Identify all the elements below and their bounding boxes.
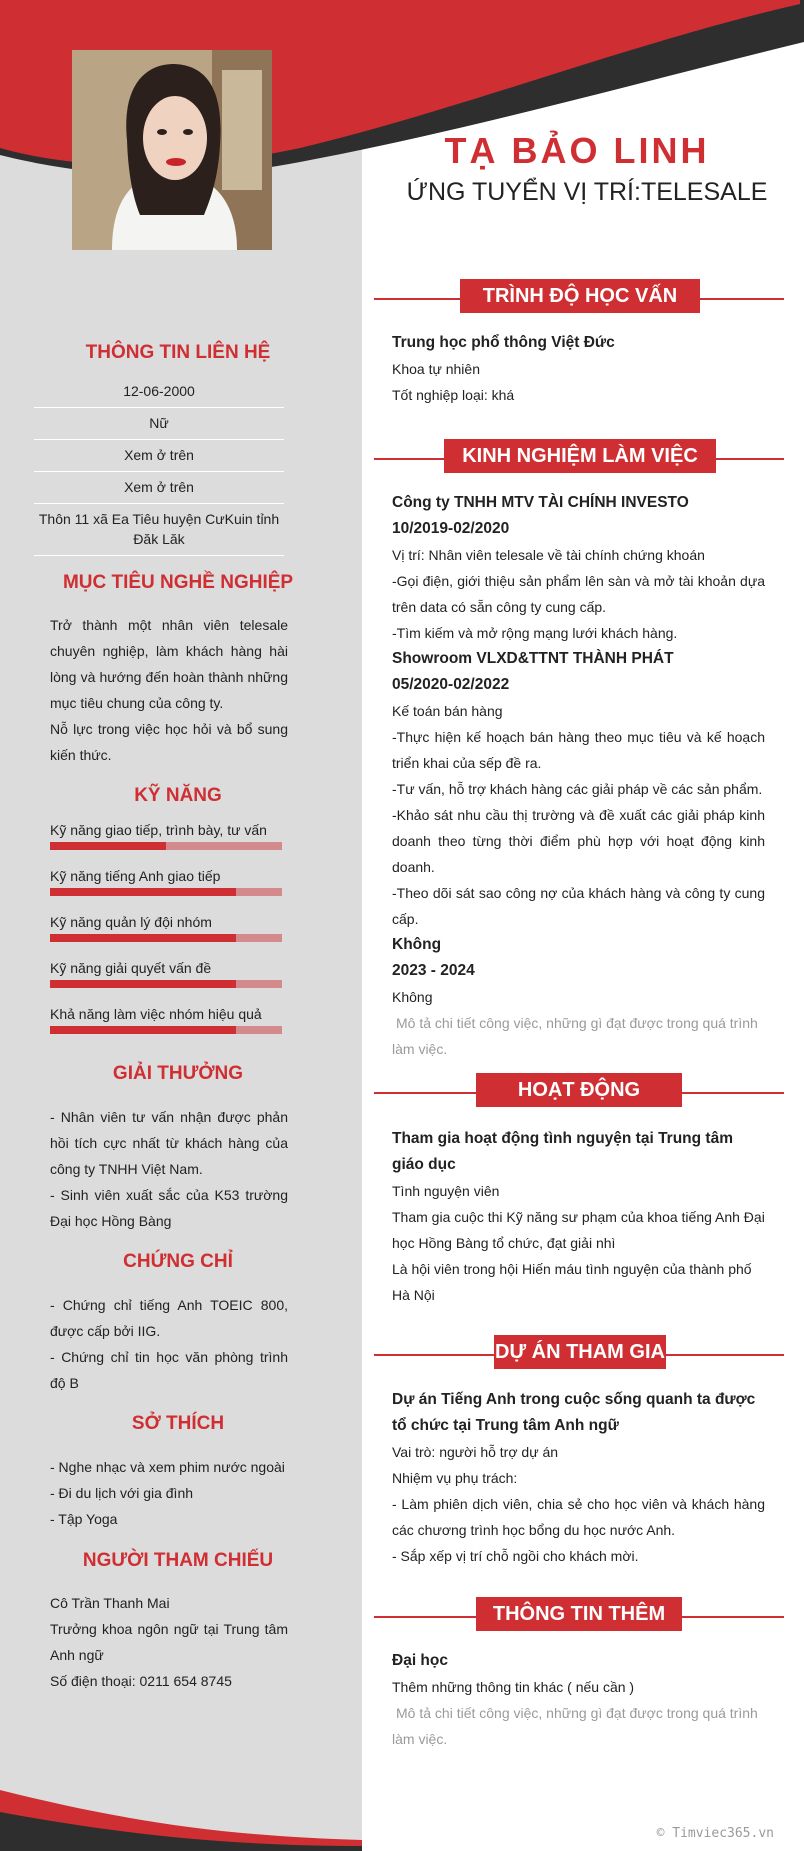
objective-line: Trở thành một nhân viên telesale chuyên nghiệp, làm khách hàng hài lòng và hướng đến hoàn thành những mục tiêu chung của công ty. [50,617,288,711]
award-line: - Nhân viên tư vấn nhận được phản hồi tích cực nhất từ khách hàng của công ty TNHH Việt Nam. [50,1109,288,1177]
skill-item [50,958,282,1004]
school-name: Trung học phổ thông Việt Đức [392,334,615,351]
job-line: -Tư vấn, hỗ trợ khách hàng các giải pháp về các sản phẩm. [392,781,763,797]
skill-bar-fill [50,980,236,988]
hobby-line: - Tập Yoga [50,1511,118,1527]
experience-block [392,490,765,1062]
awards-heading: GIẢI THƯỞNG [112,1063,244,1084]
candidate-name: TẠ BẢO LINH [444,130,710,171]
skill-label: Khả năng làm việc nhóm hiệu quả [50,1006,262,1022]
project-line: Vai trò: người hỗ trợ dự án [392,1444,559,1460]
hobby-line: - Đi du lịch với gia đình [50,1485,194,1501]
job-company: Showroom VLXD&TTNT THÀNH PHÁT [392,650,674,667]
project-line: Nhiệm vụ phụ trách: [392,1470,518,1486]
experience-heading: KINH NGHIỆM LÀM VIỆC [444,439,716,473]
activities-heading: HOẠT ĐỘNG [476,1073,682,1107]
hobby-line: - Nghe nhạc và xem phim nước ngoài [50,1459,285,1475]
hobbies-text [50,1454,288,1532]
award-line: - Sinh viên xuất sắc của K53 trường Đại học Hồng Bàng [50,1187,288,1229]
skill-bar-fill [50,1026,236,1034]
extra-heading: THÔNG TIN THÊM [476,1597,682,1631]
address: Thôn 11 xã Ea Tiêu huyện CưKuin tỉnh Đăk Lăk [34,504,284,556]
projects-heading: DỰ ÁN THAM GIA [494,1335,666,1369]
profile-photo [72,50,272,250]
extra-placeholder: Mô tả chi tiết công việc, những gì đạt được trong quá trình làm việc. [392,1705,758,1747]
job-description-placeholder: Mô tả chi tiết công việc, những gì đạt được trong quá trình làm việc. [392,1015,758,1057]
birthdate: 12-06-2000 [34,376,284,408]
extra-block [392,1648,765,1752]
job-position: ỨNG TUYỂN VỊ TRÍ:TELESALE [406,178,768,206]
objective-line: Nỗ lực trong việc học hỏi và bổ sung kiến thức. [50,721,288,763]
watermark-credit: © Timviec365.vn [656,1826,774,1841]
education-section-header [374,279,784,319]
skill-bar [50,934,282,942]
skill-bar [50,842,282,850]
skill-bar [50,980,282,988]
skill-label: Kỹ năng tiếng Anh giao tiếp [50,868,221,884]
project-heading: Dự án Tiếng Anh trong cuộc sống quanh ta được tổ chức tại Trung tâm Anh ngữ [392,1391,756,1434]
project-line: - Sắp xếp vị trí chỗ ngồi cho khách mời. [392,1548,639,1564]
skill-label: Kỹ năng giao tiếp, trình bày, tư vấn [50,822,267,838]
education-heading: TRÌNH ĐỘ HỌC VẤN [460,279,700,313]
certificate-line: - Chứng chỉ tiếng Anh TOEIC 800, được cấp bởi IIG. [50,1297,288,1339]
skill-item [50,1004,282,1050]
certificates-heading: CHỨNG CHỈ [123,1251,233,1272]
activity-line: Tham gia cuộc thi Kỹ năng sư phạm của khoa tiếng Anh Đại học Hồng Bàng tổ chức, đạt giải nhì [392,1209,765,1251]
objective-text [50,612,288,768]
job-line: -Gọi điện, giới thiệu sản phẩm lên sàn và mở tài khoản dựa trên data có sẵn công ty cung cấp. [392,573,765,615]
job-line: Vị trí: Nhân viên telesale về tài chính chứng khoán [392,547,705,563]
reference-heading: NGƯỜI THAM CHIẾU [82,1550,274,1571]
reference-line: Trưởng khoa ngôn ngữ tại Trung tâm Anh ngữ [50,1621,288,1663]
extra-line: Thêm những thông tin khác ( nếu cần ) [392,1679,635,1695]
skills-heading: KỸ NĂNG [134,785,222,806]
job-line: -Tìm kiếm và mở rộng mạng lưới khách hàng. [392,625,678,641]
contact-heading: THÔNG TIN LIÊN HỆ [85,342,271,363]
activity-line: Tình nguyện viên [392,1183,500,1199]
job-line: -Khảo sát nhu cầu thị trường và đề xuất các giải pháp kinh doanh theo từng thời điểm phù hợp với hoạt động kinh doanh. [392,807,765,875]
hobbies-heading: SỞ THÍCH [131,1413,225,1434]
job-line: -Theo dõi sát sao công nợ của khách hàng và công ty cung cấp. [392,885,765,927]
job-company: Công ty TNHH MTV TÀI CHÍNH INVESTO [392,494,689,511]
job-period: 05/2020-02/2022 [392,676,510,693]
job-line: -Thực hiện kế hoạch bán hàng theo mục tiêu và kế hoạch triển khai của sếp đề ra. [392,729,765,771]
job-line: Kế toán bán hàng [392,703,503,719]
education-major: Khoa tự nhiên [392,361,480,377]
job-company: Không [392,936,442,953]
email: Xem ở trên [34,472,284,504]
certificate-line: - Chứng chỉ tin học văn phòng trình độ B [50,1349,288,1391]
skill-label: Kỹ năng giải quyết vấn đề [50,960,212,976]
projects-section-header [374,1335,784,1375]
objective-heading: MỤC TIÊU NGHỀ NGHIỆP [62,572,294,593]
projects-block [392,1387,765,1569]
gender: Nữ [34,408,284,440]
job-period: 2023 - 2024 [392,962,475,979]
reference-line: Cô Trần Thanh Mai [50,1595,170,1611]
certificates-text [50,1292,288,1396]
skill-bar-fill [50,888,236,896]
activities-block [392,1126,765,1308]
phone: Xem ở trên [34,440,284,472]
skill-item [50,820,282,866]
job-line: Không [392,989,433,1005]
skill-item [50,912,282,958]
skills-list [50,820,282,1050]
skill-item [50,866,282,912]
education-grade: Tốt nghiệp loại: khá [392,387,515,403]
activity-heading: Tham gia hoạt động tình nguyện tại Trung tâm giáo dục [392,1130,733,1173]
contact-list [34,376,284,556]
skill-bar-fill [50,842,166,850]
skill-bar [50,888,282,896]
extra-title: Đại học [392,1652,448,1669]
education-block [392,330,765,408]
skill-bar-fill [50,934,236,942]
skill-label: Kỹ năng quản lý đội nhóm [50,914,212,930]
awards-text [50,1104,288,1234]
extra-section-header [374,1597,784,1637]
project-line: - Làm phiên dịch viên, chia sẻ cho học viên và khách hàng các chương trình học bổng du học nước Anh. [392,1496,765,1538]
reference-text [50,1590,288,1694]
skill-bar [50,1026,282,1034]
activities-section-header [374,1073,784,1113]
activity-line: Là hội viên trong hội Hiến máu tình nguyện của thành phố Hà Nội [392,1261,752,1303]
job-period: 10/2019-02/2020 [392,520,510,537]
reference-line: Số điện thoại: 0211 654 8745 [50,1673,232,1689]
experience-section-header [374,439,784,479]
